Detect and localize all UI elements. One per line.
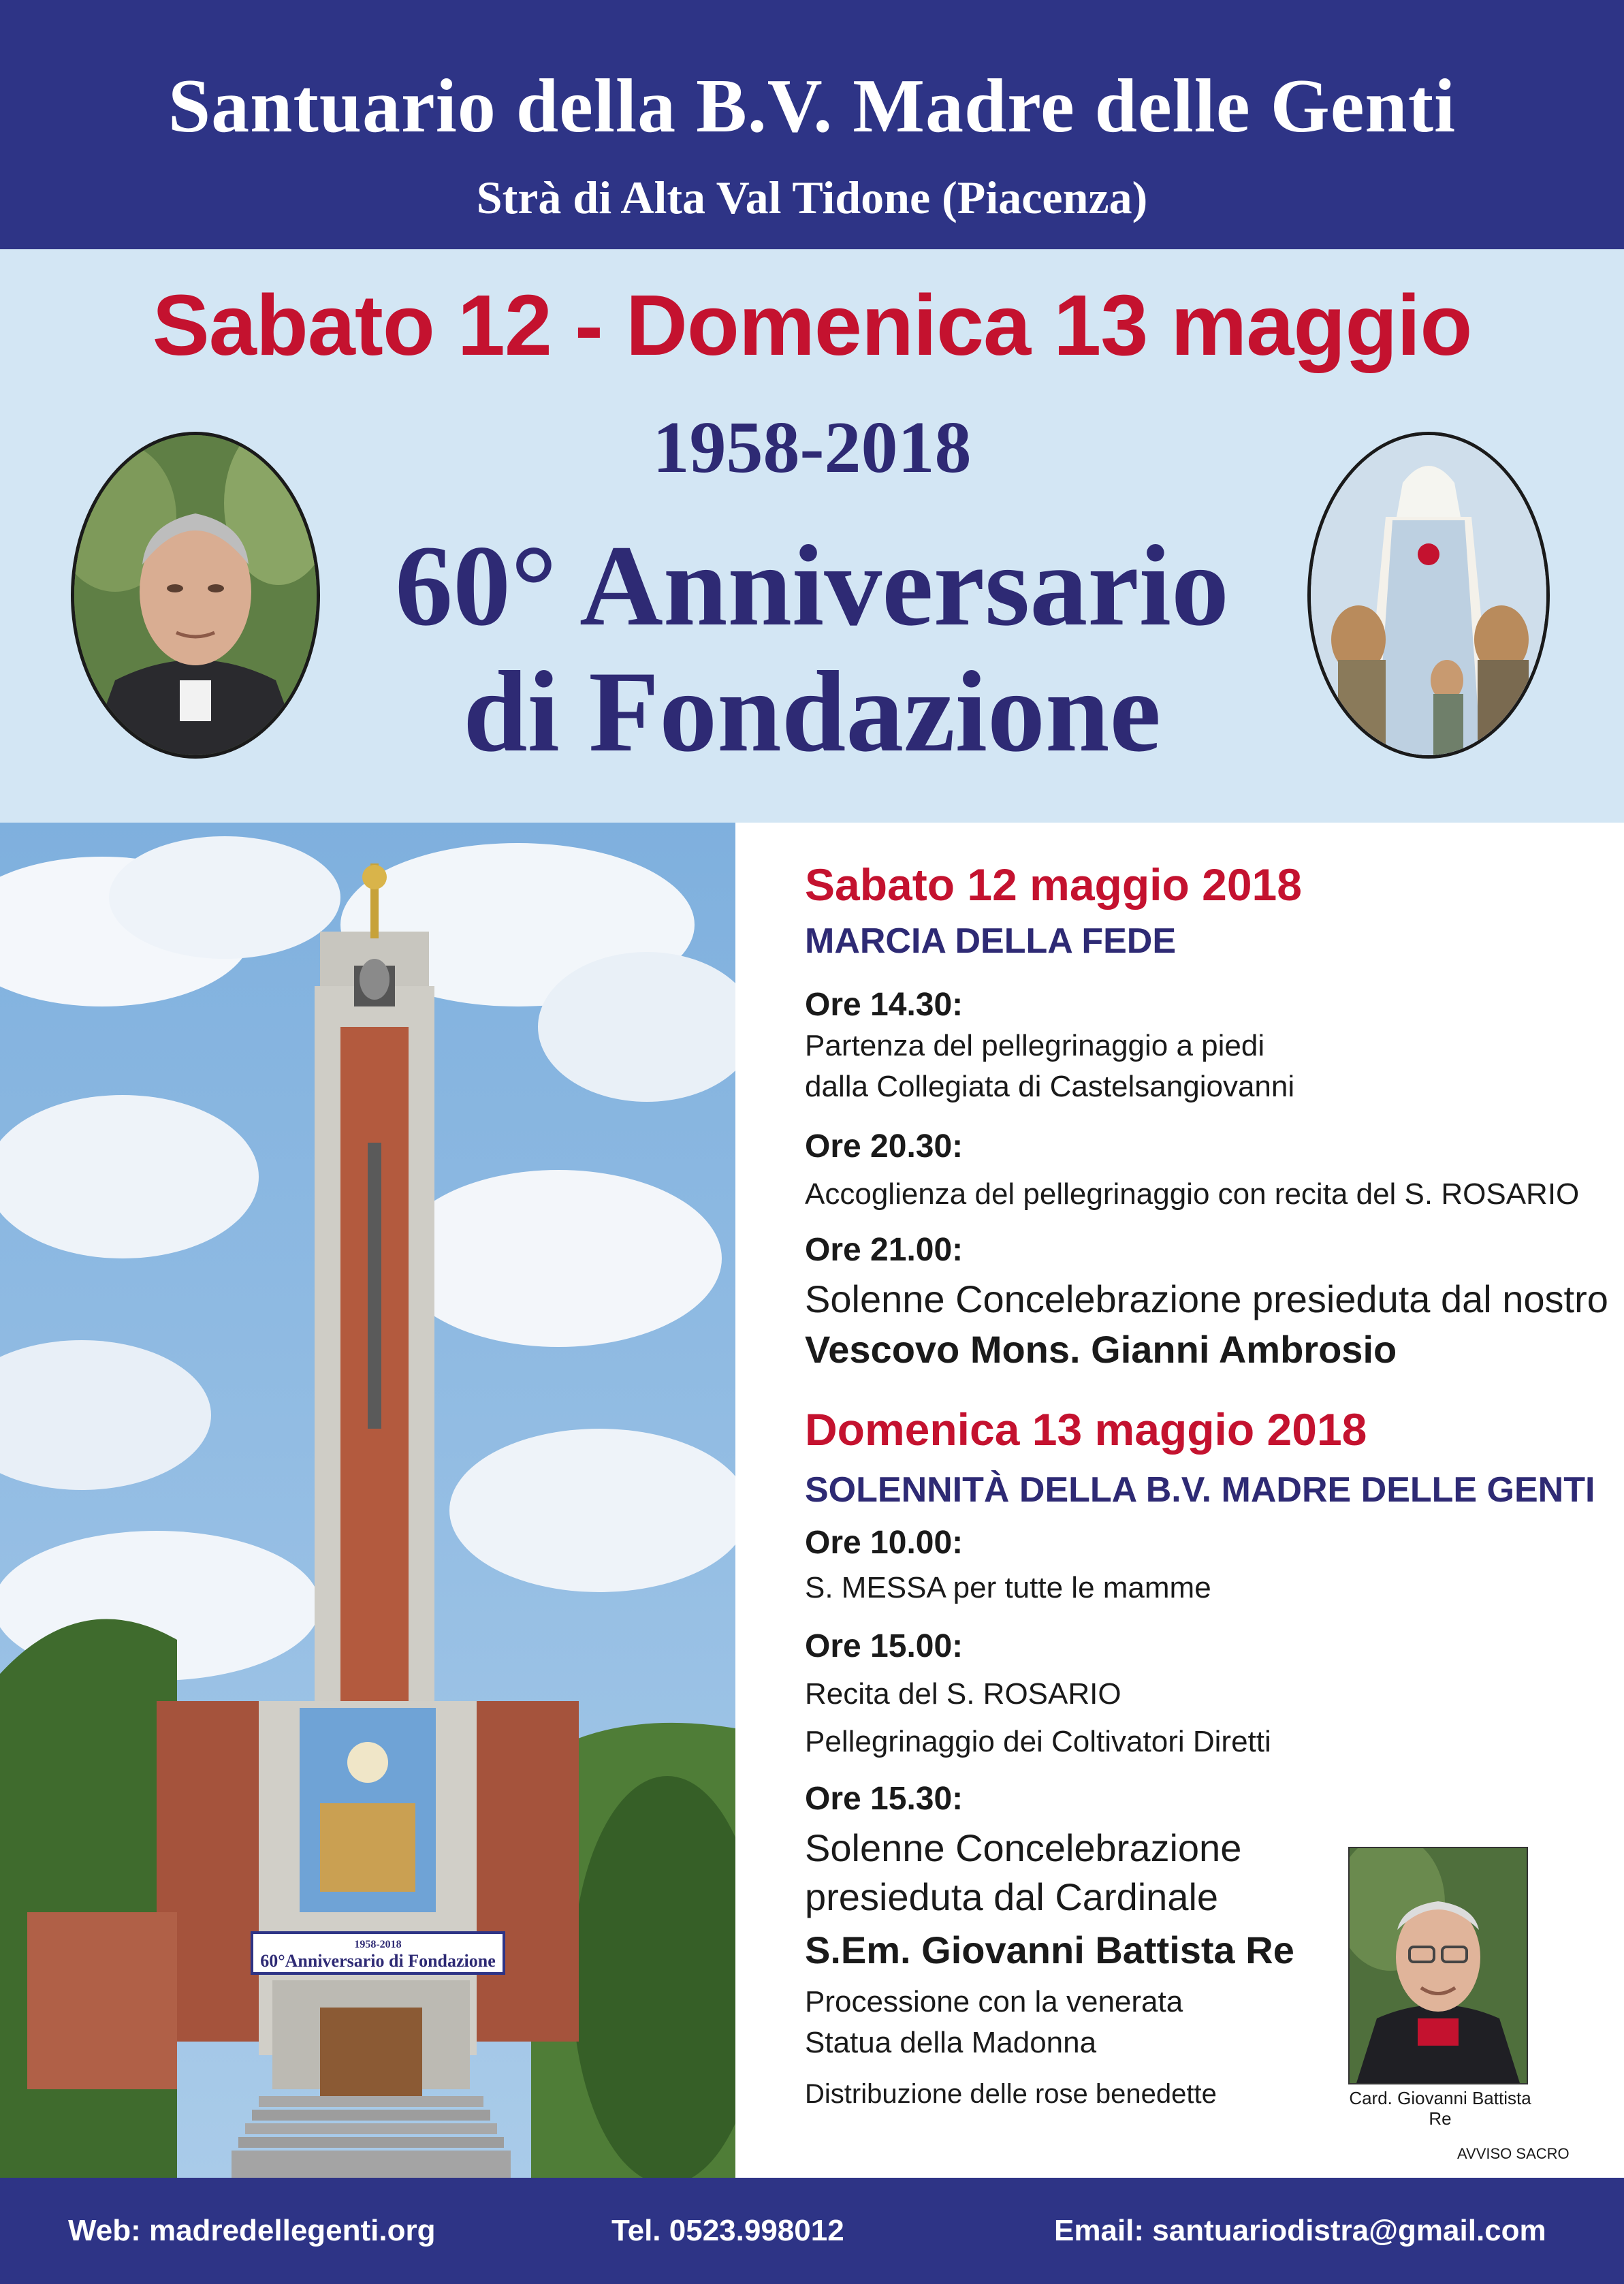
founder-portrait: [71, 432, 320, 759]
church-sign-years: 1958-2018: [354, 1939, 402, 1950]
sunday-text-3d: Statua della Madonna: [805, 2026, 1097, 2059]
sunday-text-3b: presieduta dal Cardinale: [805, 1875, 1219, 1918]
saturday-text-2: Accoglienza del pellegrinaggio con recita del S. ROSARIO: [805, 1177, 1580, 1211]
anniversary-title-line1: 60° Anniversario: [395, 522, 1229, 650]
saturday-text-3: Solenne Concelebrazione presieduta dal nostro: [805, 1278, 1608, 1320]
header-band: [0, 0, 1624, 249]
madonna-statue-image: [1307, 432, 1550, 759]
sunday-text-2b: Pellegrinaggio dei Coltivatori Diretti: [805, 1725, 1271, 1758]
footer-web: Web: madredellegenti.org: [68, 2214, 436, 2247]
sunday-time-1: Ore 10.00:: [805, 1525, 964, 1561]
saturday-time-3: Ore 21.00:: [805, 1232, 964, 1268]
page-subtitle: Strà di Alta Val Tidone (Piacenza): [476, 172, 1148, 223]
sunday-text-3c: Processione con la venerata: [805, 1985, 1183, 2018]
sunday-text-3a: Solenne Concelebrazione: [805, 1826, 1242, 1869]
sunday-text-1: S. MESSA per tutte le mamme: [805, 1571, 1211, 1604]
church-photo: [0, 823, 735, 2178]
saturday-event: MARCIA DELLA FEDE: [805, 921, 1177, 961]
sunday-note: Distribuzione delle rose benedette: [805, 2079, 1217, 2109]
anniversary-title-line2: di Fondazione: [463, 648, 1161, 776]
sunday-celebrant: S.Em. Giovanni Battista Re: [805, 1929, 1294, 1971]
sunday-time-3: Ore 15.30:: [805, 1781, 964, 1817]
saturday-text-1b: dalla Collegiata di Castelsangiovanni: [805, 1070, 1295, 1103]
saturday-celebrant: Vescovo Mons. Gianni Ambrosio: [805, 1328, 1397, 1371]
saturday-heading: Sabato 12 maggio 2018: [805, 859, 1302, 910]
sunday-event: SOLENNITÀ DELLA B.V. MADRE DELLE GENTI: [805, 1470, 1595, 1510]
cardinal-caption: Card. Giovanni Battista Re: [1349, 2088, 1531, 2129]
saturday-text-1a: Partenza del pellegrinaggio a piedi: [805, 1029, 1265, 1062]
cardinal-portrait: [1348, 1847, 1528, 2084]
sunday-text-2a: Recita del S. ROSARIO: [805, 1677, 1121, 1711]
saturday-time-2: Ore 20.30:: [805, 1128, 964, 1164]
event-dates: Sabato 12 - Domenica 13 maggio: [152, 277, 1472, 373]
church-sign-text: 60°Anniversario di Fondazione: [260, 1951, 496, 1971]
footer-band: [0, 2178, 1624, 2284]
footer-email: Email: santuariodistra@gmail.com: [1054, 2214, 1546, 2247]
saturday-time-1: Ore 14.30:: [805, 987, 964, 1023]
anniversary-years: 1958-2018: [652, 407, 972, 488]
sunday-heading: Domenica 13 maggio 2018: [805, 1404, 1367, 1455]
footer-phone: Tel. 0523.998012: [611, 2214, 844, 2247]
page-title: Santuario della B.V. Madre delle Genti: [168, 64, 1456, 148]
sunday-time-2: Ore 15.00:: [805, 1628, 964, 1664]
avviso-sacro: AVVISO SACRO: [1457, 2145, 1570, 2162]
